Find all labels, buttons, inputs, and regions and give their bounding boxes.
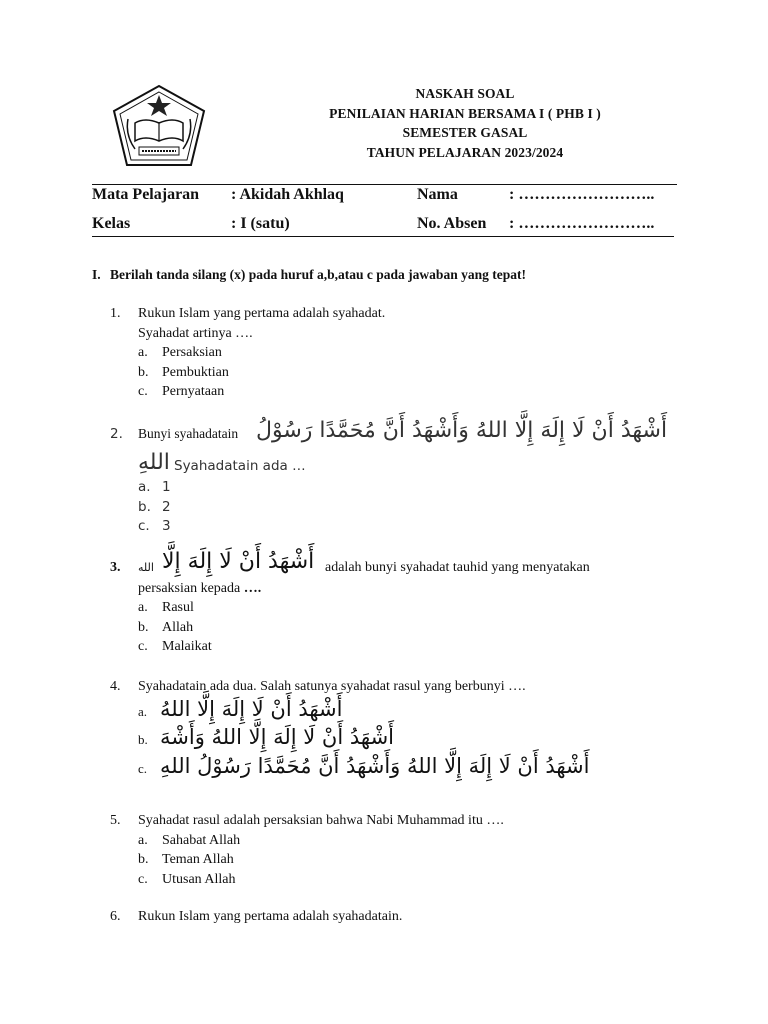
arabic-tauhid: أَشْهَدُ أَنْ لَا إِلَهَ إِلَّا	[162, 549, 315, 574]
header-assessment: PENILAIAN HARIAN BERSAMA I ( PHB I )	[329, 105, 601, 121]
question-number: 6.	[110, 909, 121, 924]
name-field[interactable]: : ……………………..	[509, 186, 655, 203]
answer-option-a[interactable]: a. Sahabat Allah	[138, 832, 241, 848]
answer-option-c[interactable]: c. أَشْهَدُ أَنْ لَا إِلَهَ إِلَّا اللهُ وَأَشْهَدُ أَنَّ مُحَمَّدًا رَسُوْلُ اللهِ	[138, 753, 590, 778]
arabic-syahadatain: أَشْهَدُ أَنْ لَا إِلَهَ إِلَّا اللهُ وَأَشْهَدُ أَنَّ مُحَمَّدًا رَسُوْلُ	[256, 418, 668, 443]
arabic-allah-small: الله	[138, 561, 154, 574]
answer-option-b[interactable]: b. Allah	[138, 619, 194, 635]
question-number: 2.	[110, 426, 123, 442]
answer-option-b[interactable]: b. Teman Allah	[138, 852, 234, 867]
answer-option-c[interactable]: c. Malaikat	[138, 639, 212, 654]
answer-option-a[interactable]: a. أَشْهَدُ أَنْ لَا إِلَهَ إِلَّا اللهُ	[138, 696, 343, 721]
question-number: 3.	[110, 560, 121, 575]
question-text: Syahadatain ada dua. Salah satunya syahadat rasul yang berbunyi ….	[138, 679, 526, 694]
answer-option-a[interactable]: a. Rasul	[138, 600, 194, 615]
answer-option-b[interactable]: b. Pembuktian	[138, 364, 229, 380]
header-semester: SEMESTER GASAL	[402, 125, 528, 140]
question-text: Rukun Islam yang pertama adalah syahadatain.	[138, 909, 403, 924]
question-text: Bunyi syahadatain	[138, 426, 239, 441]
answer-option-c[interactable]: c. 3	[138, 518, 171, 534]
subject-value: : Akidah Akhlaq	[231, 186, 344, 203]
class-value: : I (satu)	[231, 215, 290, 232]
instruction	[92, 267, 526, 283]
instruction-number: I.	[92, 267, 101, 282]
absen-field[interactable]: : ……………………..	[509, 215, 655, 232]
subject-label: Mata Pelajaran	[92, 186, 200, 203]
question-text: Syahadatain ada …	[174, 458, 306, 474]
header-title: NASKAH SOAL	[415, 86, 515, 101]
answer-option-b[interactable]: b. أَشْهَدُ أَنْ لَا إِلَهَ إِلَّا اللهُ وَأَشْهَ	[138, 724, 394, 749]
question-text: adalah bunyi syahadat tauhid yang menyatakan	[325, 560, 590, 575]
question-number: 4.	[110, 679, 121, 694]
question-number: 1.	[110, 306, 121, 321]
answer-option-c[interactable]: c. Pernyataan	[138, 384, 225, 399]
school-logo	[111, 83, 207, 169]
answer-option-a[interactable]: a. 1	[138, 479, 171, 495]
name-label: Nama	[417, 186, 458, 203]
header-rule-bottom	[92, 236, 674, 237]
question-number: 5.	[110, 813, 121, 828]
header-year: TAHUN PELAJARAN 2023/2024	[366, 144, 564, 160]
absen-label: No. Absen	[417, 215, 487, 232]
arabic-syahadatain-end: اللهِ	[138, 450, 170, 475]
document-header	[270, 84, 660, 162]
answer-option-b[interactable]: b. 2	[138, 498, 171, 515]
instruction-text: Berilah tanda silang (x) pada huruf a,b,atau c pada jawaban yang tepat!	[110, 267, 526, 282]
class-label: Kelas	[92, 215, 131, 232]
answer-option-a[interactable]: a. Persaksian	[138, 345, 222, 360]
answer-option-c[interactable]: c. Utusan Allah	[138, 871, 236, 887]
question-text: Syahadat artinya ….	[138, 325, 253, 341]
question-text: persaksian kepada	[138, 581, 241, 596]
question-text: Syahadat rasul adalah persaksian bahwa Nabi Muhammad itu ….	[138, 813, 504, 828]
question-text: Rukun Islam yang pertama adalah syahadat.	[138, 306, 386, 321]
header-rule-top	[92, 184, 677, 185]
